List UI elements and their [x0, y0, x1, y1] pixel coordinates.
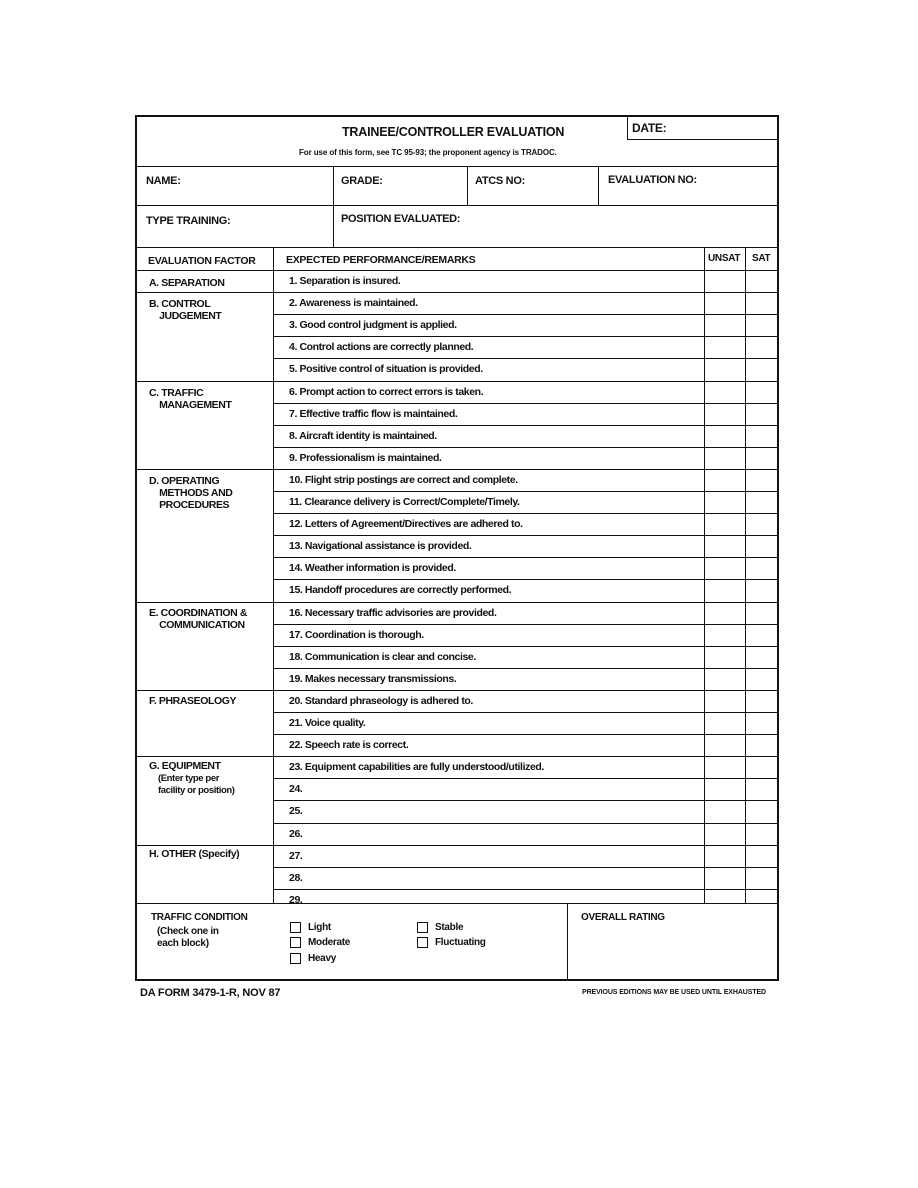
form-subtitle: For use of this form, see TC 95-93; the proponent agency is TRADOC. — [299, 148, 557, 157]
unsat-checkbox-cell[interactable] — [705, 690, 745, 712]
unsat-checkbox-cell[interactable] — [705, 624, 745, 646]
category-coordination: E. COORDINATION & COMMUNICATION — [149, 607, 248, 631]
unsat-checkbox-cell[interactable] — [705, 845, 745, 867]
row-divider — [273, 491, 779, 492]
row-divider — [273, 513, 779, 514]
performance-item: 26. — [289, 827, 303, 840]
option-moderate-label: Moderate — [308, 937, 351, 949]
performance-item: 4. Control actions are correctly planned. — [289, 341, 474, 354]
overall-rating-label: OVERALL RATING — [581, 912, 665, 923]
performance-item: 14. Weather information is provided. — [289, 562, 456, 575]
unsat-checkbox-cell[interactable] — [705, 668, 745, 690]
unsat-checkbox-cell[interactable] — [705, 646, 745, 668]
checkbox-stable[interactable] — [417, 922, 428, 933]
unsat-checkbox-cell[interactable] — [705, 712, 745, 734]
unsat-checkbox-cell[interactable] — [705, 447, 745, 469]
sat-checkbox-cell[interactable] — [746, 491, 779, 513]
option-heavy-label: Heavy — [308, 953, 336, 965]
performance-item: 22. Speech rate is correct. — [289, 739, 409, 752]
performance-item: 16. Necessary traffic advisories are provided. — [289, 606, 497, 619]
performance-item: 2. Awareness is maintained. — [289, 297, 418, 310]
sat-checkbox-cell[interactable] — [746, 557, 779, 579]
row-divider — [273, 800, 779, 801]
sat-checkbox-cell[interactable] — [746, 469, 779, 491]
sat-checkbox-cell[interactable] — [746, 403, 779, 425]
unsat-checkbox-cell[interactable] — [705, 491, 745, 513]
category-equipment-note: (Enter type per facility or position) — [157, 773, 235, 796]
category-separation: A. SEPARATION — [149, 277, 225, 289]
sat-checkbox-cell[interactable] — [746, 845, 779, 867]
atcs-no-label: ATCS NO: — [475, 175, 525, 187]
row-divider — [273, 579, 779, 580]
sat-checkbox-cell[interactable] — [746, 535, 779, 557]
row-divider — [137, 381, 779, 382]
col-header-sat: SAT — [752, 253, 771, 264]
unsat-checkbox-cell[interactable] — [705, 336, 745, 358]
unsat-checkbox-cell[interactable] — [705, 469, 745, 491]
row-divider — [273, 646, 779, 647]
row-divider — [273, 712, 779, 713]
sat-checkbox-cell[interactable] — [746, 447, 779, 469]
category-phraseology: F. PHRASEOLOGY — [149, 695, 237, 707]
option-light[interactable] — [290, 922, 331, 933]
sat-checkbox-cell[interactable] — [746, 800, 779, 822]
row-divider — [273, 336, 779, 337]
performance-item: 15. Handoff procedures are correctly performed. — [289, 584, 512, 597]
sat-checkbox-cell[interactable] — [746, 292, 779, 314]
performance-item: 29. — [289, 893, 303, 906]
unsat-checkbox-cell[interactable] — [705, 535, 745, 557]
sat-checkbox-cell[interactable] — [746, 668, 779, 690]
row-divider — [137, 602, 779, 603]
performance-item: 12. Letters of Agreement/Directives are adhered to. — [289, 518, 523, 531]
sat-checkbox-cell[interactable] — [746, 579, 779, 601]
editions-notice: PREVIOUS EDITIONS MAY BE USED UNTIL EXHAUSTED — [582, 989, 767, 996]
traffic-condition-note: (Check one in each block) — [157, 926, 219, 949]
unsat-checkbox-cell[interactable] — [705, 513, 745, 535]
row-divider — [273, 403, 779, 404]
unsat-checkbox-cell[interactable] — [705, 314, 745, 336]
row-divider — [273, 889, 779, 890]
row-divider — [273, 778, 779, 779]
sat-checkbox-cell[interactable] — [746, 602, 779, 624]
sat-checkbox-cell[interactable] — [746, 734, 779, 756]
performance-item: 1. Separation is insured. — [289, 275, 401, 287]
unsat-checkbox-cell[interactable] — [705, 800, 745, 822]
row-divider — [273, 557, 779, 558]
sat-checkbox-cell[interactable] — [746, 712, 779, 734]
performance-item: 21. Voice quality. — [289, 717, 366, 729]
col-header-factor: EVALUATION FACTOR — [148, 255, 256, 267]
checkbox-heavy[interactable] — [290, 953, 301, 964]
performance-item: 18. Communication is clear and concise. — [289, 650, 476, 663]
col-header-performance: EXPECTED PERFORMANCE/REMARKS — [286, 254, 476, 266]
unsat-checkbox-cell[interactable] — [705, 734, 745, 756]
evaluation-form — [135, 115, 779, 981]
unsat-checkbox-cell[interactable] — [705, 403, 745, 425]
row-divider — [273, 867, 779, 868]
traffic-condition-label: TRAFFIC CONDITION — [151, 912, 248, 923]
performance-item: 25. — [289, 805, 303, 818]
row-divider — [273, 314, 779, 315]
sat-checkbox-cell[interactable] — [746, 778, 779, 800]
sat-checkbox-cell[interactable] — [746, 314, 779, 336]
evaluation-no-field[interactable] — [599, 167, 779, 205]
type-training-label: TYPE TRAINING: — [146, 215, 231, 227]
row-divider — [137, 292, 779, 293]
position-evaluated-label: POSITION EVALUATED: — [341, 213, 461, 225]
unsat-checkbox-cell[interactable] — [705, 381, 745, 403]
row-divider — [273, 823, 779, 824]
performance-item: 7. Effective traffic flow is maintained. — [289, 407, 458, 420]
unsat-checkbox-cell[interactable] — [705, 778, 745, 800]
form-title: TRAINEE/CONTROLLER EVALUATION — [342, 125, 565, 139]
performance-item: 27. — [289, 849, 303, 862]
sat-checkbox-cell[interactable] — [746, 690, 779, 712]
sat-checkbox-cell[interactable] — [746, 425, 779, 447]
sat-checkbox-cell[interactable] — [746, 513, 779, 535]
row-divider — [137, 756, 779, 757]
performance-item: 11. Clearance delivery is Correct/Complete/Timely. — [289, 496, 520, 508]
performance-item: 24. — [289, 783, 303, 796]
unsat-checkbox-cell[interactable] — [705, 579, 745, 601]
form-number: DA FORM 3479-1-R, NOV 87 — [140, 987, 281, 999]
unsat-checkbox-cell[interactable] — [705, 292, 745, 314]
name-label: NAME: — [146, 175, 181, 187]
performance-item: 5. Positive control of situation is provided. — [289, 363, 483, 376]
sat-checkbox-cell[interactable] — [746, 336, 779, 358]
option-light-label: Light — [308, 922, 331, 934]
option-stable-label: Stable — [435, 922, 464, 934]
category-equipment: G. EQUIPMENT — [149, 760, 221, 772]
row-divider — [273, 358, 779, 359]
unsat-checkbox-cell[interactable] — [705, 756, 745, 778]
category-other: H. OTHER (Specify) — [149, 848, 240, 860]
sat-checkbox-cell[interactable] — [746, 381, 779, 403]
option-fluctuating-label: Fluctuating — [435, 937, 486, 949]
sat-checkbox-cell[interactable] — [746, 358, 779, 380]
performance-item: 13. Navigational assistance is provided. — [289, 540, 472, 553]
col-header-unsat: UNSAT — [708, 253, 741, 264]
row-divider — [137, 690, 779, 691]
category-control-judgement: B. CONTROL JUDGEMENT — [149, 298, 222, 322]
row-divider — [137, 845, 779, 846]
unsat-checkbox-cell[interactable] — [705, 867, 745, 889]
performance-item: 23. Equipment capabilities are fully understood/utilized. — [289, 761, 544, 774]
performance-item: 19. Makes necessary transmissions. — [289, 672, 457, 685]
performance-item: 17. Coordination is thorough. — [289, 628, 424, 641]
sat-checkbox-cell[interactable] — [746, 867, 779, 889]
category-traffic-management: C. TRAFFIC MANAGEMENT — [149, 387, 232, 411]
checkbox-light[interactable] — [290, 922, 301, 933]
row-divider — [273, 447, 779, 448]
option-moderate[interactable] — [290, 937, 350, 948]
row-divider — [273, 535, 779, 536]
performance-item: 8. Aircraft identity is maintained. — [289, 429, 437, 442]
performance-item: 3. Good control judgment is applied. — [289, 319, 457, 332]
row-divider — [273, 668, 779, 669]
row-divider — [273, 734, 779, 735]
row-divider — [273, 624, 779, 625]
sat-checkbox-cell[interactable] — [746, 270, 779, 292]
unsat-checkbox-cell[interactable] — [705, 358, 745, 380]
unsat-checkbox-cell[interactable] — [705, 602, 745, 624]
evaluation-no-label: EVALUATION NO: — [608, 174, 697, 186]
performance-item: 10. Flight strip postings are correct and complete. — [289, 473, 518, 486]
unsat-checkbox-cell[interactable] — [705, 425, 745, 447]
checkbox-fluctuating[interactable] — [417, 937, 428, 948]
unsat-checkbox-cell[interactable] — [705, 270, 745, 292]
date-label: DATE: — [632, 121, 667, 135]
grade-label: GRADE: — [341, 175, 383, 187]
sat-checkbox-cell[interactable] — [746, 756, 779, 778]
performance-item: 9. Professionalism is maintained. — [289, 451, 442, 464]
unsat-checkbox-cell[interactable] — [705, 823, 745, 845]
row-divider — [273, 425, 779, 426]
sat-checkbox-cell[interactable] — [746, 624, 779, 646]
option-heavy[interactable] — [290, 953, 336, 964]
option-stable[interactable] — [417, 922, 463, 933]
row-divider — [137, 469, 779, 470]
sat-checkbox-cell[interactable] — [746, 823, 779, 845]
checkbox-moderate[interactable] — [290, 937, 301, 948]
sat-checkbox-cell[interactable] — [746, 646, 779, 668]
option-fluctuating[interactable] — [417, 937, 486, 948]
performance-item: 6. Prompt action to correct errors is taken. — [289, 385, 484, 398]
performance-item: 28. — [289, 871, 303, 884]
unsat-checkbox-cell[interactable] — [705, 557, 745, 579]
category-operating-methods: D. OPERATING METHODS AND PROCEDURES — [149, 475, 233, 511]
performance-item: 20. Standard phraseology is adhered to. — [289, 694, 473, 707]
